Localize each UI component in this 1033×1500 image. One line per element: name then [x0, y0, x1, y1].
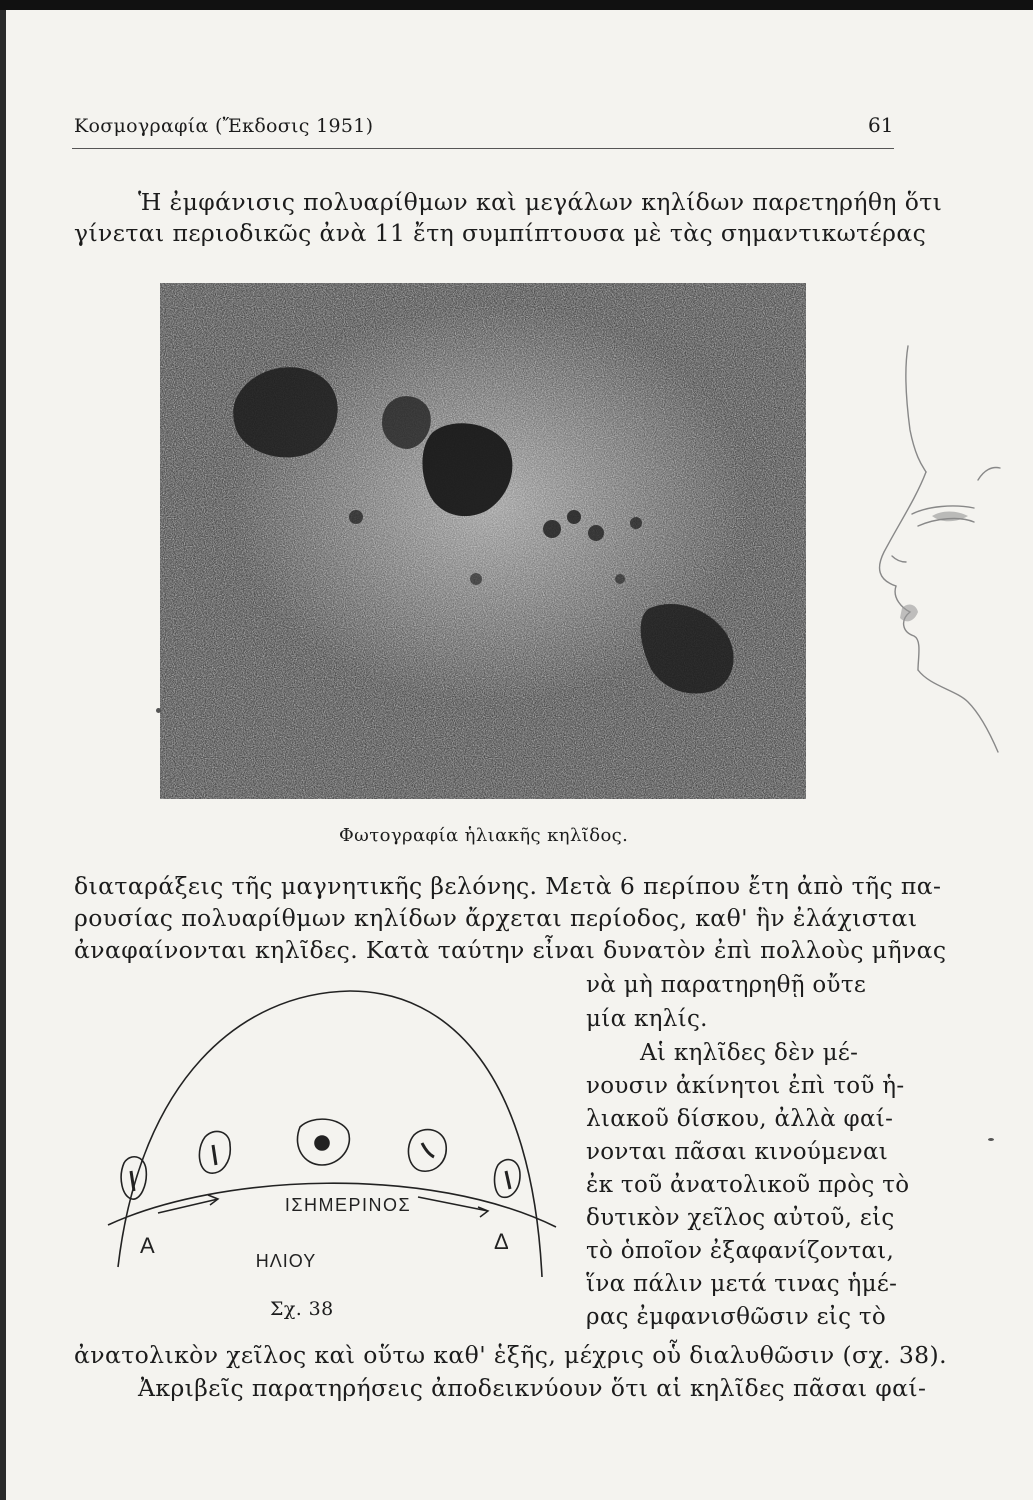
- running-title: Κοσμογραφία (Ἔκδοσις 1951): [74, 115, 374, 137]
- text-line: ρας ἐμφανισθῶσιν εἰς τὸ: [586, 1304, 887, 1330]
- figure-label: Σχ. 38: [270, 1298, 334, 1320]
- scan-left-edge: [0, 10, 6, 1500]
- text-line: γίνεται περιοδικῶς ἀνὰ 11 ἔτη συμπίπτουσα μὲ τὰς σημαντικωτέρας: [74, 219, 927, 247]
- text-line: λιακοῦ δίσκου, ἀλλὰ φαί-: [586, 1106, 894, 1132]
- page-number: 61: [868, 113, 894, 137]
- ink-speck: [988, 1138, 994, 1141]
- text-line: δυτικὸν χεῖλος αὐτοῦ, εἰς: [586, 1205, 895, 1231]
- text-line: ρουσίας πολυαρίθμων κηλίδων ἄρχεται περίοδος, καθ' ἣν ἐλάχισται: [74, 904, 918, 932]
- text-line: Αἱ κηλῖδες δὲν μέ-: [640, 1040, 859, 1066]
- text-line: νονται πᾶσαι κινούμεναι: [586, 1139, 889, 1165]
- text-line: νὰ μὴ παρατηρηθῇ οὔτε: [586, 972, 867, 998]
- text-line: ἀναφαίνονται κηλῖδες. Κατὰ ταύτην εἶναι δυνατὸν ἐπὶ πολλοὺς μῆνας: [74, 936, 947, 964]
- text-line: ἀνατολικὸν χεῖλος καὶ οὕτω καθ' ἑξῆς, μέχρις οὗ διαλυθῶσιν (σχ. 38).: [74, 1341, 947, 1369]
- text-line: Ἀκριβεῖς παρατηρήσεις ἀποδεικνύουν ὅτι αἱ κηλῖδες πᾶσαι φαί-: [138, 1374, 927, 1402]
- sunspot-motion-diagram: [100, 985, 565, 1295]
- text-line: ἐκ τοῦ ἀνατολικοῦ πρὸς τὸ: [586, 1172, 910, 1198]
- ink-speck: [156, 708, 161, 713]
- text-line: ἵνα πάλιν μετά τινας ἡμέ-: [586, 1271, 898, 1297]
- header-rule: [72, 148, 894, 149]
- sunspot-sequence: [121, 1119, 520, 1199]
- sun-label: ΗΛΙΟΥ: [255, 1251, 317, 1271]
- text-line: μία κηλίς.: [586, 1006, 708, 1032]
- sunspot-photograph: [160, 283, 806, 799]
- text-line: Ἡ ἐμφάνισις πολυαρίθμων καὶ μεγάλων κηλίδων παρετηρήθη ὅτι: [138, 188, 943, 216]
- west-label: Δ: [494, 1229, 509, 1254]
- scan-top-edge: [0, 0, 1033, 10]
- east-label: Α: [140, 1233, 155, 1258]
- text-line: τὸ ὁποῖον ἐξαφανίζονται,: [586, 1238, 895, 1264]
- photo-caption: Φωτογραφία ἡλιακῆς κηλῖδος.: [339, 825, 629, 846]
- equator-label: ΙΣΗΜΕΡΙΝΟΣ: [284, 1195, 412, 1215]
- sun-disk-outline: [118, 991, 542, 1277]
- margin-profile-sketch: [872, 340, 1012, 780]
- text-line: διαταράξεις τῆς μαγνητικῆς βελόνης. Μετὰ 6 περίπου ἔτη ἀπὸ τῆς πα-: [74, 872, 942, 900]
- text-line: νουσιν ἀκίνητοι ἐπὶ τοῦ ἡ-: [586, 1073, 905, 1099]
